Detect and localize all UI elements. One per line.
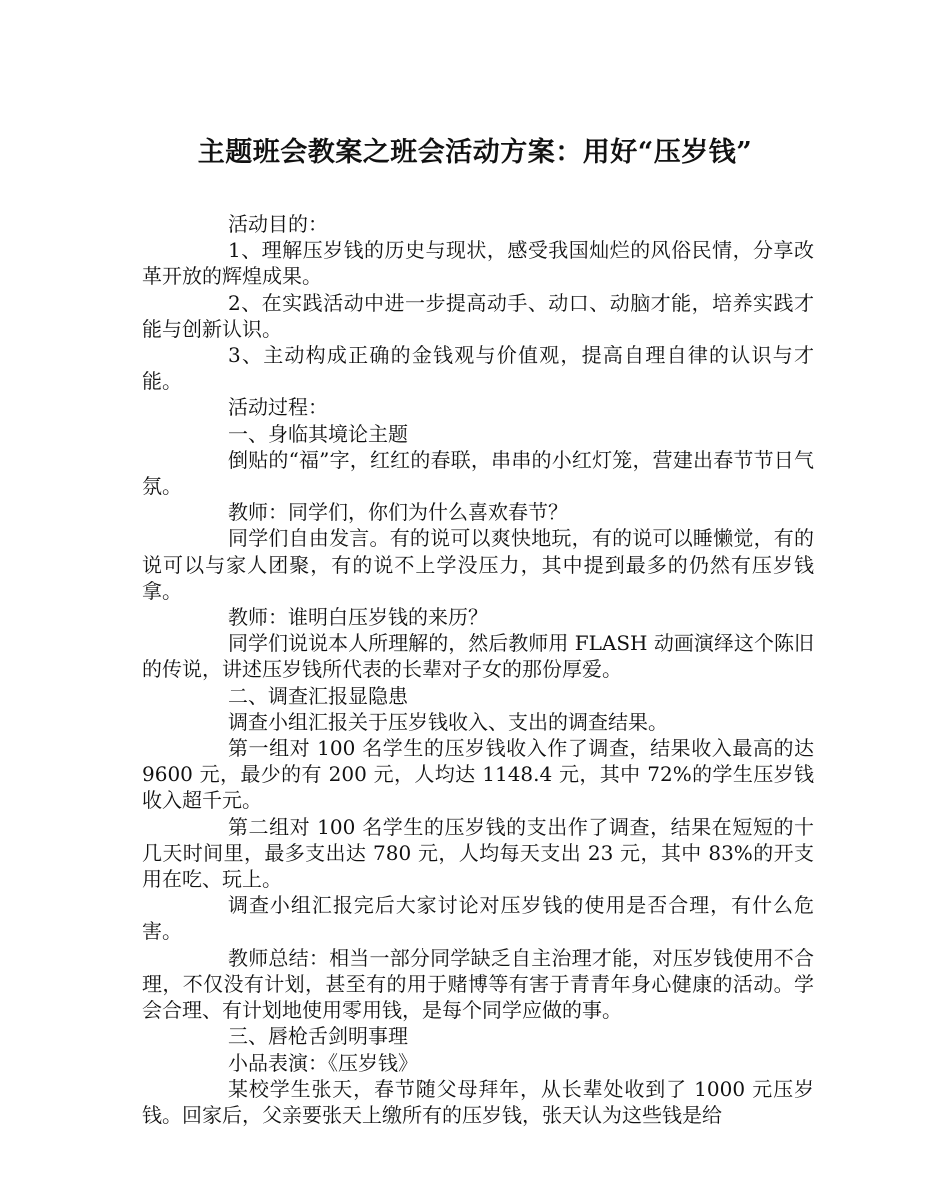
paragraph: 活动目的： bbox=[228, 212, 328, 236]
document-title: 主题班会教案之班会活动方案：用好“压岁钱” bbox=[197, 137, 753, 168]
paragraph: 3、主动构成正确的金钱观与价值观，提高自理自律的认识与才能。 bbox=[142, 343, 814, 394]
paragraph: 小品表演：《压岁钱》 bbox=[228, 1050, 418, 1075]
paragraph: 倒贴的“福”字，红红的春联，串串的小红灯笼，营建出春节节日气氛。 bbox=[142, 447, 814, 499]
paragraph: 某校学生张天，春节随父母拜年，从长辈处收到了 1000 元压岁钱。回家后，父亲要张天上缴所有的压岁钱，张天认为这些钱是给 bbox=[142, 1076, 814, 1127]
section-heading: 二、调查汇报显隐患 bbox=[228, 683, 408, 708]
paragraph: 教师：同学们，你们为什么喜欢春节？ bbox=[228, 500, 568, 525]
section-heading: 三、唇枪舌剑明事理 bbox=[228, 1024, 408, 1049]
paragraph: 同学们自由发言。有的说可以爽快地玩，有的说可以睡懒觉，有的说可以与家人团聚，有的说不上学没压力，其中提到最多的仍然有压岁钱拿。 bbox=[142, 526, 814, 603]
paragraph: 第二组对 100 名学生的压岁钱的支出作了调查，结果在短短的十几天时间里，最多支出达 780 元，人均每天支出 23 元，其中 83%的开支用在吃、玩上。 bbox=[142, 814, 814, 892]
paragraph: 教师总结：相当一部分同学缺乏自主治理才能，对压岁钱使用不合理，不仅没有计划，甚至有的用于赌博等有害于青青年身心健康的活动。学会合理、有计划地使用零用钱，是每个同学应做的事。 bbox=[142, 945, 814, 1023]
paragraph: 调查小组汇报关于压岁钱收入、支出的调查结果。 bbox=[228, 709, 668, 734]
paragraph: 活动过程： bbox=[228, 395, 328, 420]
paragraph: 第一组对 100 名学生的压岁钱收入作了调查，结果收入最高的达 9600 元，最少的有 200 元，人均达 1148.4 元，其中 72%的学生压岁钱收入超千元。 bbox=[142, 736, 814, 813]
paragraph: 1、理解压岁钱的历史与现状，感受我国灿烂的风俗民情，分享改革开放的辉煌成果。 bbox=[142, 238, 814, 289]
section-heading: 一、身临其境论主题 bbox=[228, 421, 408, 446]
paragraph: 2、在实践活动中进一步提高动手、动口、动脑才能，培养实践才能与创新认识。 bbox=[142, 290, 814, 341]
paragraph: 调查小组汇报完后大家讨论对压岁钱的使用是否合理，有什么危害。 bbox=[142, 893, 814, 944]
paragraph: 教师：谁明白压岁钱的来历？ bbox=[228, 605, 488, 630]
paragraph: 同学们说说本人所理解的，然后教师用 FLASH 动画演绎这个陈旧的传说，讲述压岁钱所代表的长辈对子女的那份厚爱。 bbox=[142, 631, 814, 682]
document-body bbox=[142, 211, 814, 1128]
